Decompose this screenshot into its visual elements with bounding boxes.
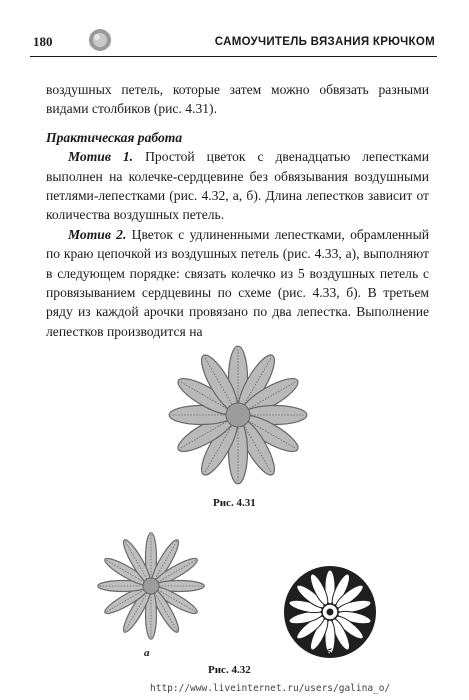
motif-1-label: Мотив 1. [68,149,134,165]
round-emblem-icon [88,28,112,52]
paragraph-motif-2 [46,225,429,341]
page-number: 180 [33,34,53,49]
figure-4-31-caption: Рис. 4.31 [213,497,256,509]
crochet-flower-photo-icon [163,340,313,490]
motif-2-text: Цветок с удлиненными лепестками, обрамленный по краю цепочкой из воздушных петель (рис. 4.33, а), выполняют в следующем порядке: связать колечко из 5 воздушных петель с провязыванием сердцевины по схеме (рис. 4.33, б). В третьем ряду из каждой арочки провязано по два лепестка. Выполнение лепестков производится на [46,226,429,339]
figure-4-32-a-label: а [144,647,150,659]
body-text [46,80,429,341]
watermark-url: http://www.liveinternet.ru/users/galina_o/ [150,683,391,694]
motif-1-text: Простой цветок с двенадцатью лепестками выполнен на колечке-сердцевине без обвязывания воздушными петлями-лепестками (рис. 4.32, а, б). Длина лепестков зависит от количества воздушных петель. [46,149,430,223]
crochet-flower-small-photo-icon [90,525,212,647]
paragraph-continuation: воздушных петель, которые затем можно обвязать разными видами столбиков (рис. 4.31). [46,82,429,117]
paragraph-motif-1 [46,147,429,225]
section-heading: Практическая работа [46,129,183,145]
figure-4-32-b-label: б [326,647,332,659]
header-divider [30,56,437,57]
running-title: САМОУЧИТЕЛЬ ВЯЗАНИЯ КРЮЧКОМ [214,36,435,48]
motif-2-label: Мотив 2. [68,226,127,242]
figure-4-32-caption: Рис. 4.32 [208,664,251,676]
